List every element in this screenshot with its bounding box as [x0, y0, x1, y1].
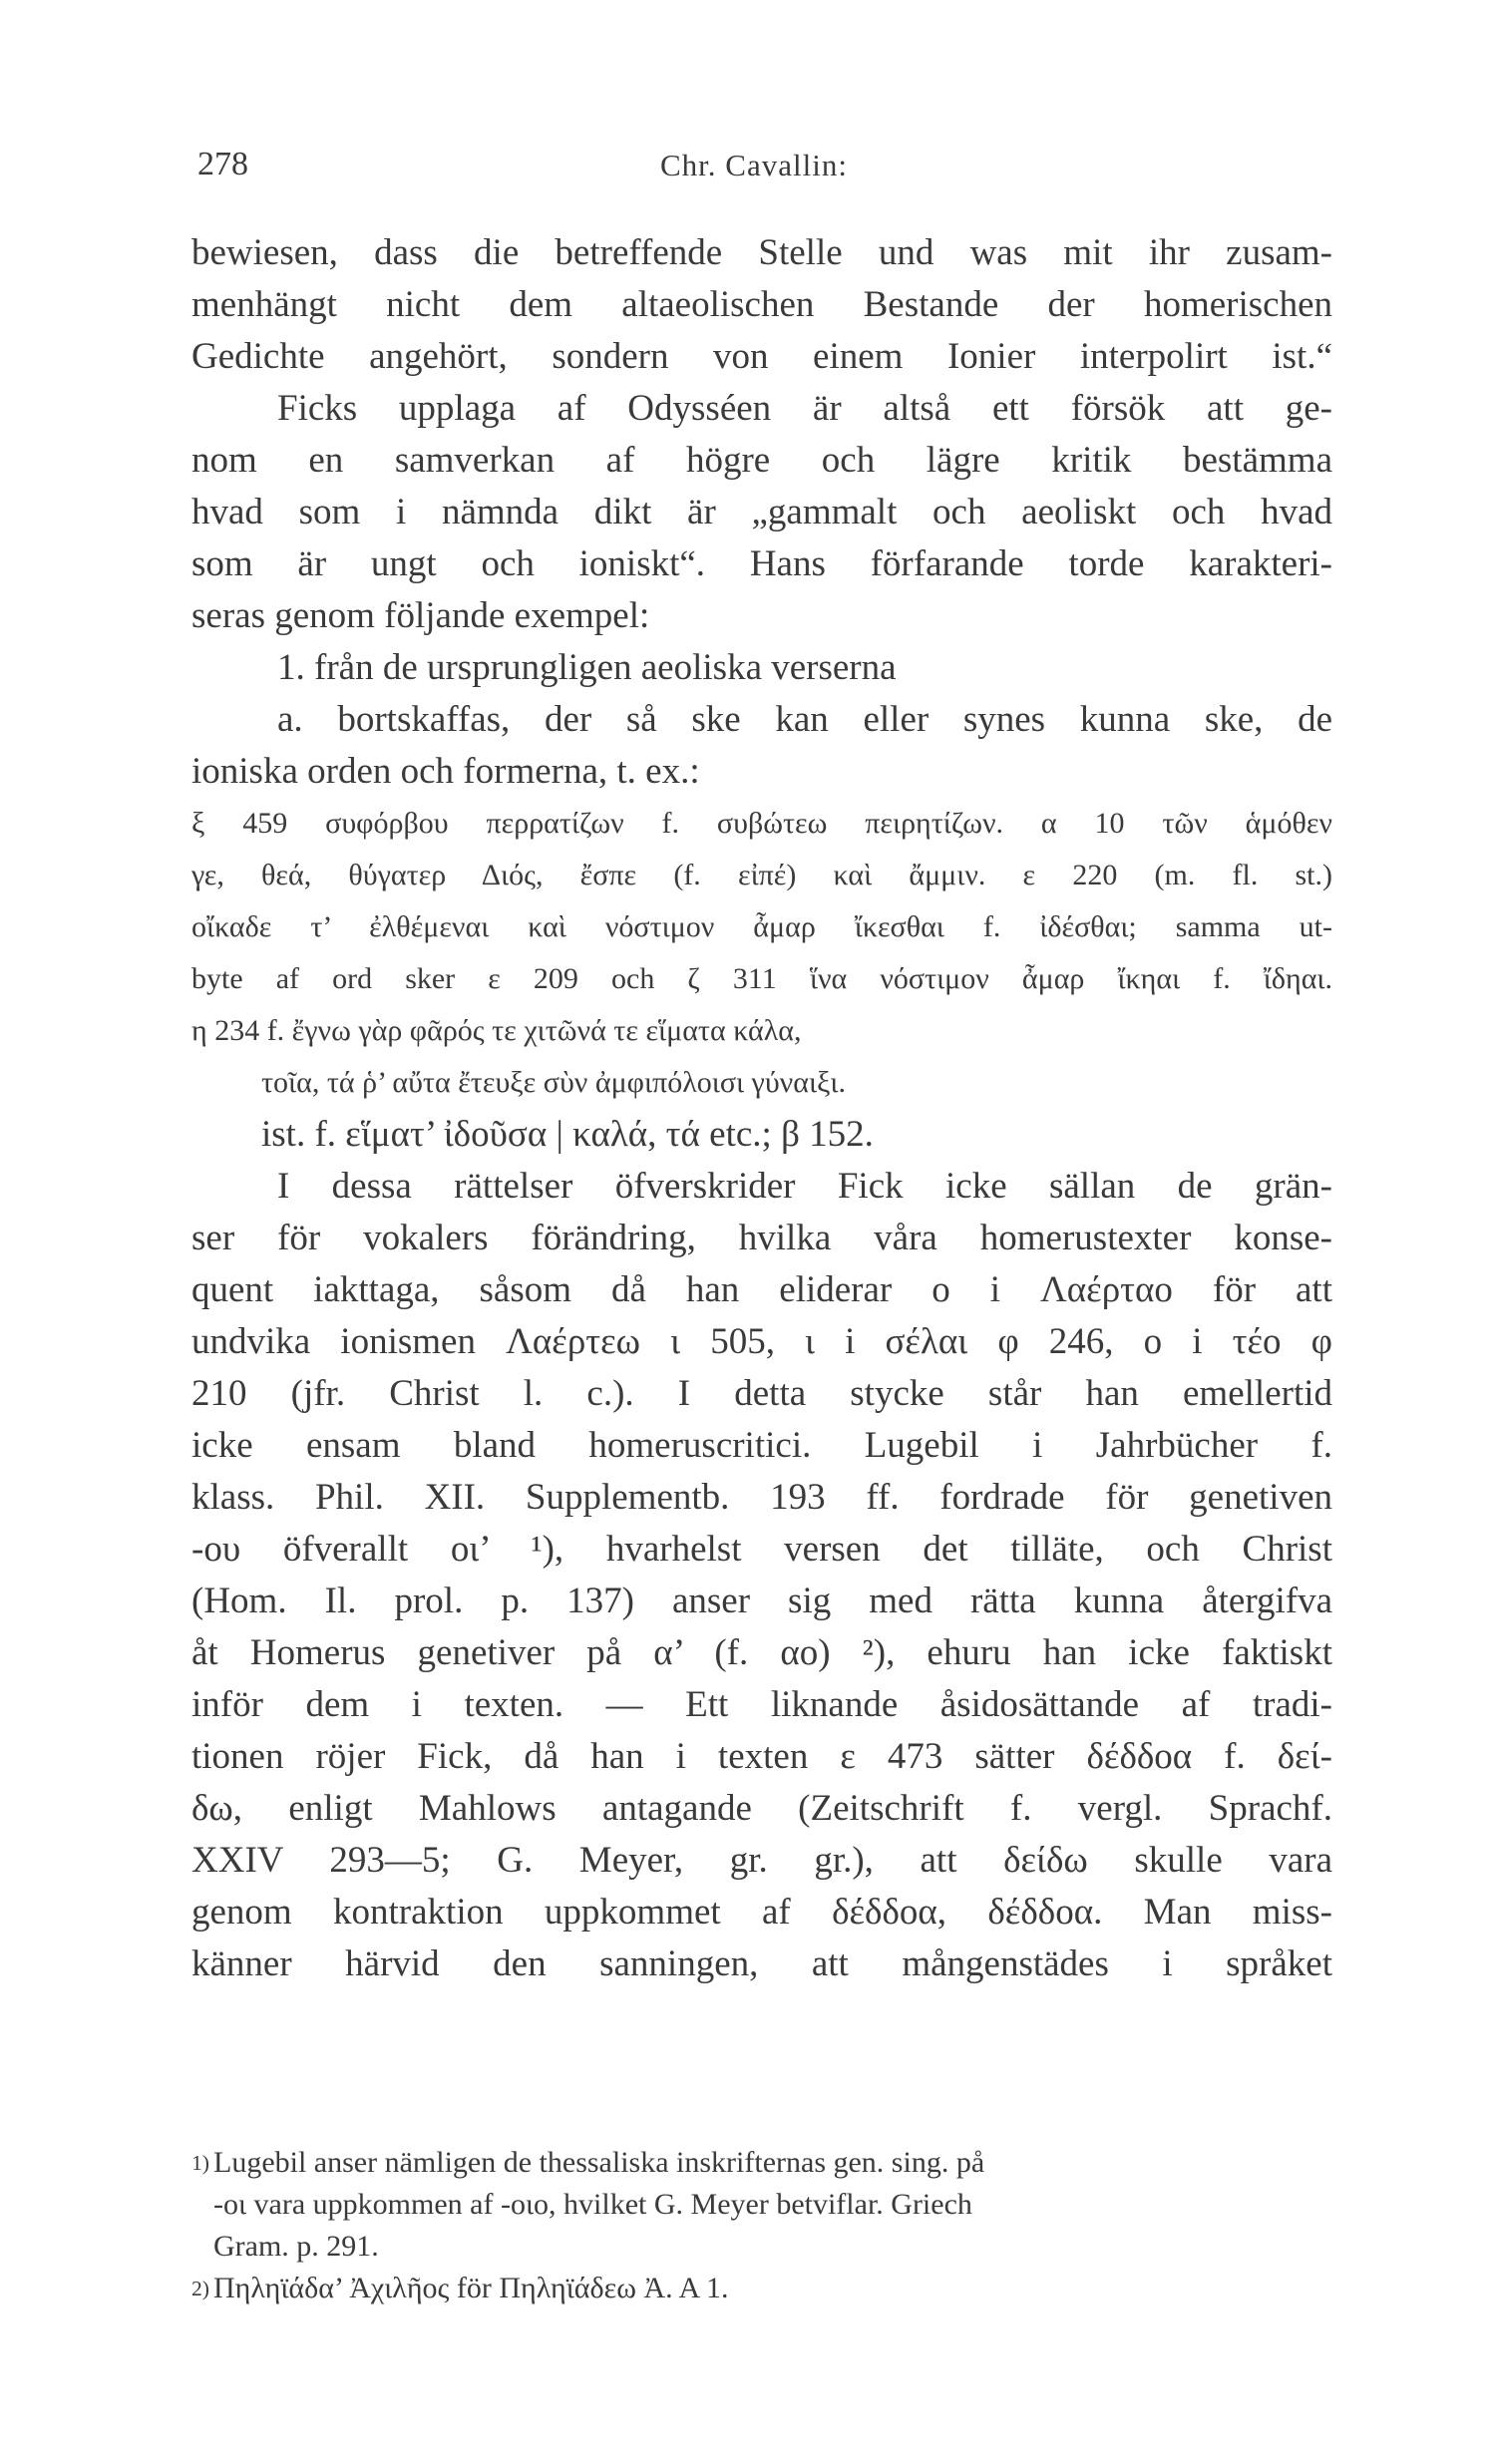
- text-line: som är ungt och ioniskt“. Hans förfarande torde karakteri-: [191, 543, 1332, 584]
- text-line: ser för vokalers förändring, hvilka våra homerustexter konse-: [191, 1218, 1332, 1258]
- greek-text-line: ξ 459 συφόρβου περρατίζων f. συβώτεω πειρητίζων. α 10 τῶν ἁμόθεν: [191, 807, 1332, 840]
- text-line: icke ensam bland homeruscritici. Lugebil i Jahrbücher f.: [191, 1425, 1332, 1466]
- footnote-text: Gram. p. 291.: [213, 2230, 379, 2263]
- text-line: undvika ionismen Λαέρτεω ι 505, ι i σέλαι φ 246, ο i τέο φ: [191, 1321, 1332, 1362]
- text-line: hvad som i nämnda dikt är „gammalt och aeoliskt och hvad: [191, 492, 1332, 532]
- greek-text-line: byte af ord sker ε 209 och ζ 311 ἵνα νόστιμον ἆμαρ ἴκηαι f. ἴδηαι.: [191, 962, 1332, 995]
- greek-verse-line: τοῖα, τά ῥ’ αὔτα ἔτευξε σὺν ἀμφιπόλοισι γύναιξι.: [261, 1066, 846, 1099]
- text-line: Ficks upplaga af Odysséen är altså ett försök att ge-: [277, 388, 1332, 429]
- text-line: a. bortskaffas, der så ske kan eller synes kunna ske, de: [277, 699, 1332, 740]
- text-line: åt Homerus genetiver på α’ (f. αο) ²), ehuru han icke faktiskt: [191, 1632, 1332, 1673]
- text-line: 210 (jfr. Christ l. c.). I detta stycke står han emellertid: [191, 1373, 1332, 1414]
- footnote-text: Πηληϊάδα’ Ἀχιλῆος för Πηληϊάδεω Ἀ. Α 1.: [213, 2272, 729, 2304]
- text-line: quent iakttaga, såsom då han eliderar ο i Λαέρταο för att: [191, 1269, 1332, 1310]
- footnotes: [191, 2142, 1332, 2309]
- text-line: ist. f. εἵματ’ ἰδοῦσα | καλά, τά etc.; β 152.: [261, 1114, 874, 1155]
- text-line: Gedichte angehört, sondern von einem Ionier interpolirt ist.“: [191, 336, 1332, 377]
- text-line: XXIV 293—5; G. Meyer, gr. gr.), att δείδω skulle vara: [191, 1840, 1332, 1881]
- footnote-marker: 2): [191, 2277, 209, 2300]
- text-line: menhängt nicht dem altaeolischen Bestande der homerischen: [191, 284, 1332, 325]
- text-line: (Hom. Il. prol. p. 137) anser sig med rätta kunna återgifva: [191, 1581, 1332, 1621]
- page-number: 278: [197, 146, 248, 182]
- footnote-1: [191, 2142, 1332, 2184]
- footnote-text: Lugebil anser nämligen de thessaliska inskrifternas gen. sing. på: [213, 2146, 985, 2179]
- footnote-text: -οι vara uppkommen af -οιο, hvilket G. Meyer betviflar. Griech: [213, 2188, 972, 2221]
- text-line: klass. Phil. XII. Supplementb. 193 ff. fordrade för genetiven: [191, 1477, 1332, 1518]
- body-text: [191, 227, 1332, 1990]
- text-line: nom en samverkan af högre och lägre kritik bestämma: [191, 440, 1332, 481]
- text-line: 1. från de ursprungligen aeoliska verserna: [277, 647, 897, 688]
- text-line: genom kontraktion uppkommet af δέδδοα, δέδδοα. Man miss-: [191, 1892, 1332, 1933]
- text-line: tionen röjer Fick, då han i texten ε 473 sätter δέδδοα f. δεί-: [191, 1736, 1332, 1777]
- footnote-2: [191, 2268, 1332, 2309]
- greek-text-line: οἴκαδε τ’ ἐλθέμεναι καὶ νόστιμον ἆμαρ ἴκεσθαι f. ἰδέσθαι; samma ut-: [191, 910, 1332, 943]
- text-line: δω, enligt Mahlows antagande (Zeitschrift f. vergl. Sprachf.: [191, 1788, 1332, 1829]
- page-header: [189, 146, 1346, 195]
- text-line: inför dem i texten. — Ett liknande åsidosättande af tradi-: [191, 1684, 1332, 1725]
- text-line: seras genom följande exempel:: [191, 595, 650, 636]
- text-line: I dessa rättelser öfverskrider Fick icke sällan de grän-: [277, 1166, 1332, 1207]
- text-line: bewiesen, dass die betreffende Stelle und was mit ihr zusam-: [191, 232, 1332, 273]
- text-line: ioniska orden och formerna, t. ex.:: [191, 751, 700, 792]
- footnote-marker: 1): [191, 2151, 209, 2175]
- text-line: -ου öfverallt οι’ ¹), hvarhelst versen det tilläte, och Christ: [191, 1529, 1332, 1570]
- greek-text-line: γε, θεά, θύγατερ Διός, ἔσπε (f. εἰπέ) καὶ ἄμμιν. ε 220 (m. fl. st.): [191, 859, 1332, 891]
- running-head: Chr. Cavallin:: [660, 148, 848, 182]
- greek-verse-line: η 234 f. ἔγνω γὰρ φᾶρός τε χιτῶνά τε εἵματα κάλα,: [191, 1014, 802, 1047]
- text-line: känner härvid den sanningen, att mångenstädes i språket: [191, 1943, 1332, 1984]
